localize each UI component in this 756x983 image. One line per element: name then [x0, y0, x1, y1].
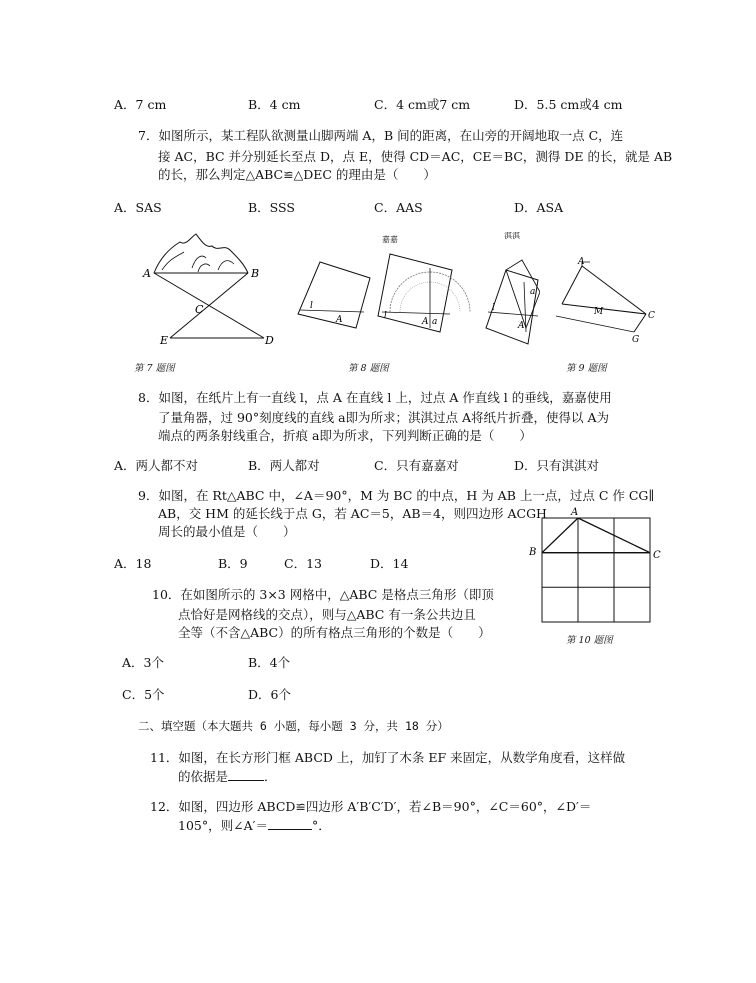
q6-option-b: B．4 cm [248, 97, 301, 112]
q10-option-c: C．5个 [122, 687, 165, 702]
q10-option-a: A．3个 [122, 655, 164, 670]
q6-option-d: D．5.5 cm或4 cm [514, 97, 623, 112]
q7-line-1: 7．如图所示，某工程队欲测量山脚两端 A，B 间的距离，在山旁的开阔地取一点 C，连 [138, 128, 624, 143]
fig10-label-b: B [529, 547, 537, 558]
figure-8-diagram [290, 232, 540, 350]
fig8-label-a-3: A [518, 321, 525, 331]
q9-option-c: C．13 [284, 556, 322, 571]
fig9-label-c: C [648, 311, 655, 321]
fig8-label-jiajia: 嘉嘉 [382, 235, 398, 244]
q7-option-d: D．ASA [514, 200, 564, 215]
q8-option-a: A．两人都不对 [114, 458, 199, 473]
fig9-label-g: G [632, 335, 640, 345]
q10-line-2: 点恰好是网格线的交点），则与△ABC 有一条公共边且 [178, 607, 476, 622]
figure-9-diagram [552, 256, 662, 348]
q7-line-2: 接 AC，BC 并分别延长至点 D，点 E，使得 CD＝AC，CE＝BC，测得 DE 的长，就是 AB [158, 149, 673, 164]
fig10-label-c: C [653, 550, 661, 561]
q8-option-b: B．两人都对 [248, 458, 320, 473]
q11-line-2-prefix: 的依据是 [178, 769, 229, 784]
q11-line-2-suffix: ． [264, 769, 277, 784]
q8-option-d: D．只有淇淇对 [514, 458, 600, 473]
q12-answer-blank[interactable] [268, 817, 312, 830]
figure-7-caption: 第 7 题图 [134, 363, 175, 374]
q9-line-1: 9．如图，在 Rt△ABC 中，∠A＝90°，M 为 BC 的中点，H 为 AB 上一点，过点 C 作 CG∥ [138, 488, 655, 503]
q8-line-1: 8．如图，在纸片上有一直线 l，点 A 在直线 l 上，过点 A 作直线 l 的垂线，嘉嘉使用 [138, 390, 612, 405]
fig8-label-l-2: l [384, 311, 387, 321]
q9-line-2: AB，交 HM 的延长线于点 G，若 AC＝5，AB＝4，则四边形 ACGH [158, 506, 547, 521]
section-2-heading: 二、填空题（本大题共 6 小题，每小题 3 分，共 18 分） [138, 719, 449, 733]
q8-option-c: C．只有嘉嘉对 [374, 458, 459, 473]
q12-line-2-prefix: 105°，则∠A′＝ [178, 818, 268, 833]
q10-line-1: 10．在如图所示的 3×3 网格中，△ABC 是格点三角形（即顶 [152, 587, 494, 602]
q12-line-2 [178, 817, 331, 835]
fig10-label-a: A [571, 507, 579, 518]
fig9-label-a: A [578, 257, 585, 267]
q11-answer-blank[interactable] [228, 768, 264, 781]
q9-option-a: A．18 [114, 556, 152, 571]
q8-line-2: 了量角器，过 90°刻度线的直线 a即为所求；淇淇过点 A将纸片折叠，使得以 A为 [158, 410, 610, 425]
q9-option-d: D．14 [370, 556, 409, 571]
fig7-label-b: B [251, 267, 260, 280]
fig7-label-a: A [143, 267, 151, 280]
q11-line-2 [178, 768, 277, 786]
fig7-label-c: C [195, 303, 204, 316]
q7-option-c: C．AAS [374, 200, 423, 215]
q11-line-1: 11．如图，在长方形门框 ABCD 上，加钉了木条 EF 来固定，从数学角度看，这样做 [150, 750, 626, 765]
fig8-label-qiqi: 淇淇 [504, 232, 520, 240]
q9-option-b: B．9 [218, 556, 248, 571]
q9-line-3: 周长的最小值是（ ） [158, 524, 296, 539]
fig9-label-m: M [594, 307, 604, 317]
fig8-label-line-a-2: a [432, 317, 438, 327]
fig8-label-a-2: A [422, 317, 429, 327]
q7-option-a: A．SAS [114, 200, 162, 215]
figure-10-caption: 第 10 题图 [566, 635, 613, 646]
q10-line-3: 全等（不含△ABC）的所有格点三角形的个数是（ ） [178, 625, 491, 640]
fig8-label-l-3: l [492, 303, 495, 313]
figure-8-caption: 第 8 题图 [348, 363, 389, 374]
q12-line-1: 12．如图，四边形 ABCD≌四边形 A′B′C′D′，若∠B＝90°，∠C＝60°，∠D′＝ [150, 799, 592, 814]
q12-line-2-suffix: °． [311, 818, 331, 833]
fig7-label-e: E [160, 334, 169, 347]
fig8-label-a-1: A [336, 315, 343, 325]
fig8-label-l-1: l [310, 301, 313, 311]
q10-option-d: D．6个 [248, 687, 291, 702]
fig7-label-d: D [265, 334, 274, 347]
figure-10-grid-diagram [526, 504, 662, 628]
fig8-label-line-a-3: a [530, 287, 536, 297]
figure-9-caption: 第 9 题图 [566, 363, 607, 374]
q10-option-b: B．4个 [248, 655, 291, 670]
q6-option-c: C．4 cm或7 cm [374, 97, 471, 112]
figure-7-mountain-diagram [140, 228, 280, 348]
q7-line-3: 的长，那么判定△ABC≌△DEC 的理由是（ ） [158, 167, 436, 182]
q7-option-b: B．SSS [248, 200, 295, 215]
q6-option-a: A．7 cm [114, 97, 167, 112]
q8-line-3: 端点的两条射线重合，折痕 a即为所求，下列判断正确的是（ ） [158, 428, 532, 443]
